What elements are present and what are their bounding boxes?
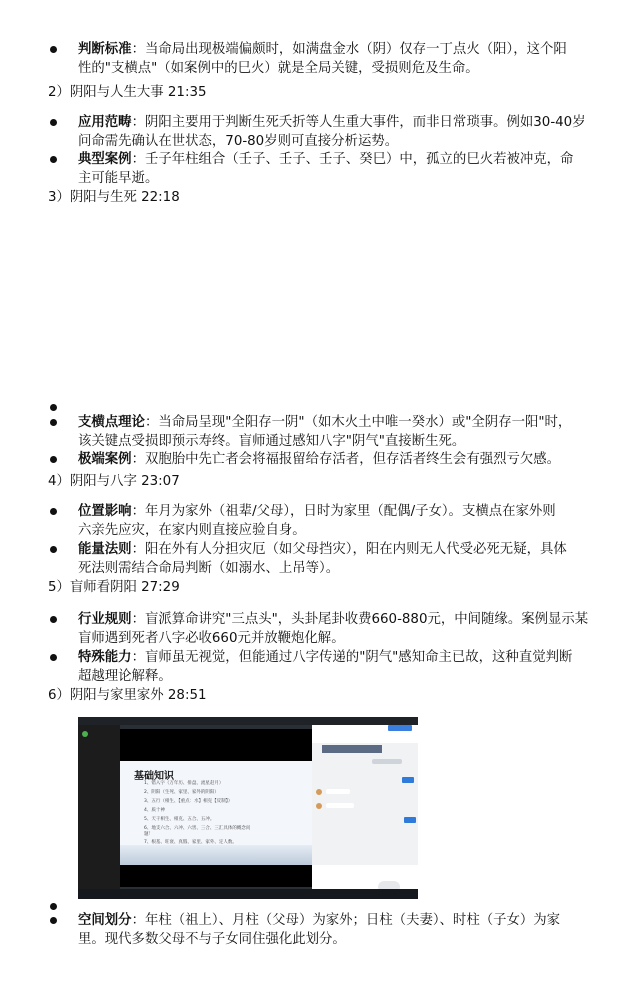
bullet-label: 空间划分 [78,913,132,928]
slide-title: 基础知识 [134,771,174,782]
bullet-line: ：当命局出现极端偏颇时，如满盘金水（阴）仅存一丁点火（阳），这个阳 [131,42,567,57]
slide-item: 5、天干相生、相克、五合、五冲。 [144,817,215,822]
bullet-dot [50,917,57,924]
bullet-line: 问命需先确认在世状态，70-80岁则可直接分析运势。 [78,134,399,149]
chat-panel [312,725,418,889]
chat-input [312,865,418,889]
bullet-text [78,540,598,578]
bullet-dot [50,156,57,163]
bullet-label: 极端案例 [78,452,132,467]
chat-button [402,777,414,783]
bullet-text [78,502,598,540]
bullet-line: ：当命局呈现"全阳存一阴"（如木火土中唯一癸水）或"全阴存一阳"时， [144,415,572,430]
bullet-label: 能量法则 [78,542,132,557]
section-heading: 2）阴阳与人生大事 21:35 [48,85,207,100]
bullet-dot [50,654,57,661]
bullet-line: ：双胞胎中先亡者会将福报留给存活者，但存活者终生会有强烈亏欠感。 [131,452,561,467]
slide-item: 7、根基、旺衰、真假、家里、家外、定人数。 [144,840,237,845]
slide-item: 6、地支六合、六冲、六害、三合、三汇具体的概念问 [144,826,251,831]
bullet-label: 支横点理论 [78,415,145,430]
bullet-line: ：阴阳主要用于判断生死夭折等人生重大事件，而非日常琐事。例如30-40岁 [131,115,586,130]
slide-item: 2、阴阳（生死、家里、家外的阴阳） [144,790,219,795]
chat-button [404,817,416,823]
bullet-text [78,610,598,648]
chat-header [312,725,418,743]
bullet-dot [50,903,57,910]
lecture-slide [120,761,312,865]
bullet-text [78,413,598,451]
bullet-dot [50,404,57,411]
window-statusbar [78,889,418,899]
bullet-line: ：盲派算命讲究"三点头"，头卦尾卦收费660-880元，中间随缘。案例显示某 [131,612,589,627]
bullet-text [78,648,598,686]
bullet-text [78,150,598,188]
section-heading: 4）阴阳与八字 23:07 [48,474,180,489]
avatar [316,789,322,795]
bullet-line: ：壬子年柱组合（壬子、壬子、壬子、癸巳）中，孤立的巳火若被冲克，命 [131,152,574,167]
window-titlebar [78,717,418,725]
slide-decoration [120,845,312,865]
bullet-line: 盲师遇到死者八字必收660元并放鞭炮化解。 [78,631,345,646]
bullet-line: ：年柱（祖上）、月柱（父母）为家外；日柱（夫妻）、时柱（子女）为家 [131,913,561,928]
slide-item: 1、错入字（万年历、排盘、流星赶月） [144,781,224,786]
bullet-dot [50,616,57,623]
chat-message [326,803,354,808]
chat-message [372,759,402,764]
embedded-screenshot [78,717,418,899]
bullet-line: 超越理论解释。 [78,669,172,684]
bullet-dot [50,46,57,53]
chat-message [326,789,350,794]
bullet-dot [50,119,57,126]
bullet-text [78,113,598,151]
bullet-label: 特殊能力 [78,650,132,665]
bullet-label: 典型案例 [78,152,132,167]
bullet-label: 应用范畴 [78,115,132,130]
avatar [82,731,88,737]
bullet-label: 位置影响 [78,504,132,519]
bullet-line: ：阳在外有人分担灾厄（如父母挡灾），阳在内则无人代受必死无疑，具体 [131,542,567,557]
bullet-label: 判断标准 [78,42,132,57]
section-heading: 5）盲师看阴阳 27:29 [48,580,180,595]
bullet-line: ：年月为家外（祖辈/父母），日时为家里（配偶/子女）。支横点在家外则 [131,504,556,519]
bullet-dot [50,546,57,553]
bullet-line: 主可能早逝。 [78,171,159,186]
bullet-line: 里。现代多数父母不与子女同住强化此划分。 [78,932,346,947]
slide-item: 题！ [144,832,153,837]
bullet-text [78,450,598,469]
chat-tab [322,745,382,753]
section-heading: 3）阴阳与生死 22:18 [48,190,180,205]
bullet-line: 性的"支横点"（如案例中的巳火）就是全局关键，受损则危及生命。 [78,61,479,76]
bullet-dot [50,508,57,515]
bullet-line: ：盲师虽无视觉，但能通过八字传递的"阴气"感知命主已故，这种直觉判断 [131,650,573,665]
bullet-text [78,40,598,78]
video-sidebar [78,725,120,899]
avatar [316,803,322,809]
bullet-dot [50,456,57,463]
bullet-dot [50,419,57,426]
slide-item: 4、质十神 [144,808,165,813]
bullet-text [78,911,598,949]
bullet-line: 该关键点受损即预示寿终。盲师通过感知八字"阴气"直接断生死。 [78,434,466,449]
section-heading: 6）阴阳与家里家外 28:51 [48,688,207,703]
bullet-line: 死法则需结合命局判断（如溺水、上吊等）。 [78,561,340,576]
bullet-label: 行业规则 [78,612,132,627]
chat-header-badge [388,725,412,731]
bullet-line: 六亲先应灾，在家内则直接应验自身。 [78,523,306,538]
slide-item: 3、五行（相生、【重点：水】相克【反制】） [144,799,233,804]
